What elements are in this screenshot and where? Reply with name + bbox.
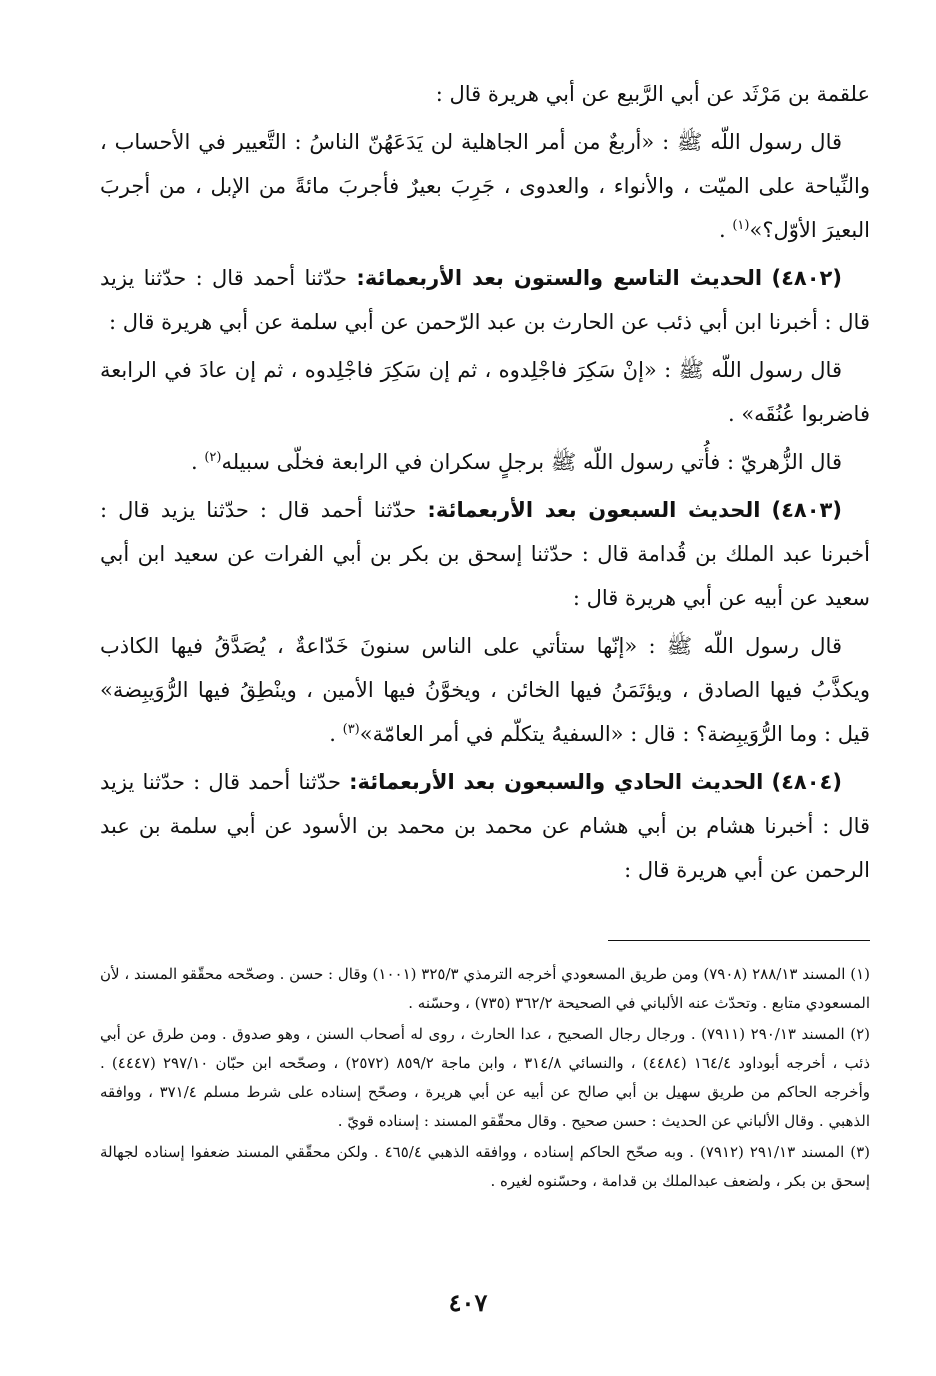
hadith-title: الحديث الحادي والسبعون بعد الأربعمائة: [349,770,764,794]
paragraph-hadith-4803 [100,624,870,756]
footnote-2: (٢) المسند ٢٩٠/١٣ (٧٩١١) . ورجال رجال الصحيح ، عدا الحارث ، روى له أصحاب السنن ، وهو صدوق . ومن طرق عن أبي ذئب ، أخرجه أبوداود ١٦٤/٤ (٤٤٨٤) ، والنسائي ٣١٤/٨ ، وابن ماجة ٨٥٩/٢ (٢٥٧٢) ، وصحّحه ابن حبّان ٢٩٧/١٠ (٤٤٤٧) . وأخرجه الحاكم من طريق سهيل بن أبي صالح عن أبيه عن أبي هريرة ، وصحّح إسناده على شرط مسلم ٣٧١/٤ ، ووافقه الذهبي . وقال الألباني عن الحديث : حسن صحيح . وقال محقّقو المسند : إسناده قويّ . [100,1025,871,1130]
hadith-title: الحديث التاسع والستون بعد الأربعمائة: [356,266,763,290]
hadith-title: الحديث السبعون بعد الأربعمائة: [427,498,761,522]
paragraph-hadith-4801 [100,120,870,252]
hadith-number: (٤٨٠٤) [771,770,842,794]
footnotes [100,960,870,1198]
paragraph-text: قال رسول اللّه ﷺ : «إنّها ستأتي على الناس سنونَ خَدّاعةٌ ، يُصَدَّقُ فيها الكاذب ويكذَّبُ فيها الصادق ، ويؤتَمَنُ فيها الخائن ، ويخوَّنُ فيها الأمين ، وينْطِقُ فيها الرُّوَيبِضة» قيل : وما الرُّوَيبِضة؟ : قال : «السفيهُ يتكلّم في أمر العامّة» [100,634,870,746]
paragraph-text: قال الزُّهريّ : فأُتي رسول اللّه ﷺ برجلٍ سكران في الرابعة فخلّى سبيله [221,450,842,474]
paragraph-end: . [329,722,343,746]
hadith-heading-4804 [100,760,870,892]
paragraph-intro [100,72,870,116]
hadith-heading-4803 [100,488,870,620]
page-number: ٤٠٧ [448,1288,488,1317]
hadith-number: (٤٨٠٢) [771,266,842,290]
hadith-chain: حدّثنا أحمد قال : حدّثنا يزيد قال : أخبرنا هشام بن أبي هشام عن محمد بن محمد بن الأسود عن أبي سلمة بن عبد الرحمن عن أبي هريرة قال : [100,770,870,882]
paragraph-zuhri [100,440,870,484]
footnote-ref[interactable]: (٣) [342,722,360,737]
footnote-1: (١) المسند ٢٨٨/١٣ (٧٩٠٨) ومن طريق المسعودي أخرجه الترمذي ٣٢٥/٣ (١٠٠١) وقال : حسن . وصحّحه محقّقو المسند ، لأن المسعودي متابع . وتحدّث عنه الألباني في الصحيحة ٣٦٢/٢ (٧٣٥) ، وحسّنه . [100,965,870,1012]
hadith-chain: حدّثنا أحمد قال : حدّثنا يزيد قال : أخبرنا عبد الملك بن قُدامة قال : حدّثنا إسحق بن بكر بن أبي الفرات عن سعيد ابن أبي سعيد عن أبيه عن أبي هريرة قال : [100,498,870,610]
hadith-number: (٤٨٠٣) [771,498,842,522]
paragraph-text: قال رسول اللّه ﷺ : «إنْ سَكِرَ فاجْلِدوه ، ثم إن سَكِرَ فاجْلِدوه ، ثم إن عادَ في الرابعة فاضربوا عُنُقَه» . [100,358,870,426]
paragraph-text: قال رسول اللّه ﷺ : «أربعٌ من أمر الجاهلية لن يَدَعَهُنّ الناسُ : التَّعيير في الأحساب ، والنِّياحة على الميّت ، والأنواء ، والعدوى ، جَرِبَ بعيرٌ فأجربَ مائةً من الإبل ، من أجربَ البعيرَ الأوّل؟» [100,130,870,242]
paragraph-text: علقمة بن مَرْثَد عن أبي الرَّبيع عن أبي هريرة قال : [435,82,870,106]
main-text [100,72,870,896]
footnote-divider [608,940,870,941]
paragraph-end: . [190,450,205,474]
paragraph-hadith-4802 [100,348,870,436]
footnote-ref[interactable]: (١) [732,218,750,233]
hadith-heading-4802 [100,256,870,344]
footnote-3: (٣) المسند ٢٩١/١٣ (٧٩١٢) . وبه صحّح الحاكم إسناده ، ووافقه الذهبي ٤٦٥/٤ . ولكن محقّقي المسند ضعفوا إسناده لجهالة إسحق بن بكر ، ولضعف عبدالملك بن قدامة ، وحسّنوه لغيره . [100,1143,870,1190]
hadith-chain: حدّثنا أحمد قال : حدّثنا يزيد قال : أخبرنا ابن أبي ذئب عن الحارث بن عبد الرّحمن عن أبي سلمة عن أبي هريرة قال : [100,266,870,334]
footnote-ref[interactable]: (٢) [204,450,222,465]
paragraph-end: . [718,218,733,242]
